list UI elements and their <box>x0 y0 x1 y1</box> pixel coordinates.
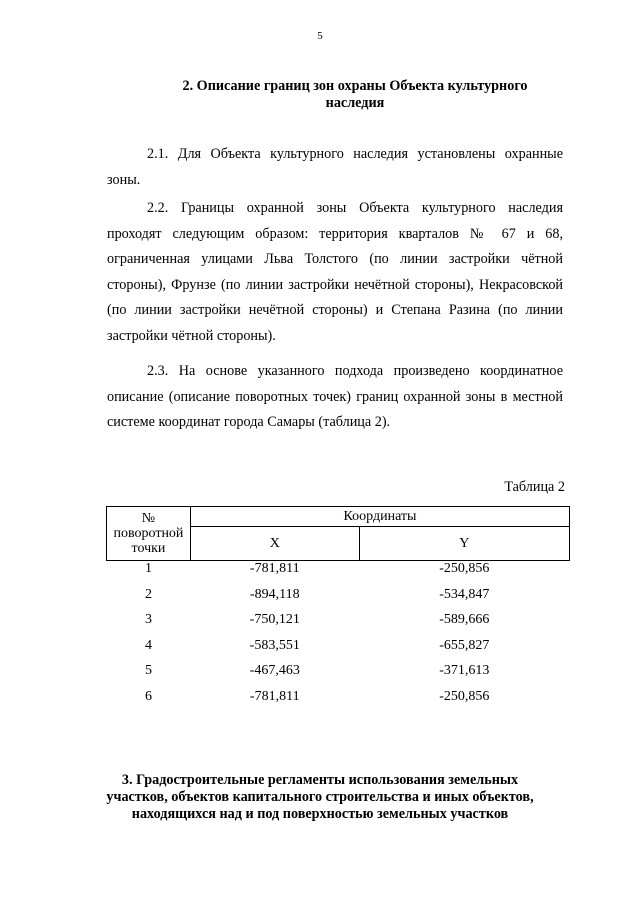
coordinate-y: -250,856 <box>439 561 490 576</box>
paragraph-2-2: 2.2. Границы охранной зоны Объекта культурного наследия проходят следующим образом: территория кварталов № 67 и 68, ограниченная улицами Льва Толстого (по линии застройки чётной стороны), Фрунзе (по линии застройки нечётной стороны), Некрасовской (по линии застройки нечётной стороны) и Степана Разина (по линии застройки чётной стороны). <box>107 200 563 344</box>
section-2-heading-line-2: наследия <box>325 95 385 111</box>
header-y: Y <box>359 527 569 561</box>
point-number: 3 <box>144 612 152 627</box>
point-number: 5 <box>144 663 152 678</box>
coordinate-x: -750,121 <box>249 612 300 627</box>
table-row <box>107 612 570 638</box>
point-number: 1 <box>144 561 152 576</box>
section-2-heading-line-1: 2. Описание границ зон охраны Объекта культурного <box>182 78 528 94</box>
point-number: 6 <box>144 688 152 704</box>
coordinate-x: -894,118 <box>249 586 300 602</box>
table-row <box>107 689 570 715</box>
coordinate-y: -589,666 <box>439 612 490 627</box>
table-row <box>107 561 570 587</box>
point-number: 2 <box>144 586 152 602</box>
page-number: 5 <box>317 30 323 42</box>
header-point-number-line-2: поворотной <box>113 526 184 541</box>
section-3-heading <box>70 772 570 823</box>
header-x: X <box>190 527 359 561</box>
header-point-number <box>107 507 191 561</box>
paragraph-2-3: 2.3. На основе указанного подхода произведено координатное описание (описание поворотных точек) границ охранной зоны в местной системе координат города Самары (таблица 2). <box>107 363 563 430</box>
coordinate-x: -781,811 <box>249 561 300 576</box>
table-caption: Таблица 2 <box>504 479 565 495</box>
section-3-heading-line-1: 3. Градостроительные регламенты использования земельных <box>121 772 519 788</box>
paragraph-2-1: 2.1. Для Объекта культурного наследия установлены охранные зоны. <box>107 146 563 188</box>
coordinate-y: -250,856 <box>439 688 490 704</box>
coordinate-x: -583,551 <box>249 637 300 653</box>
coordinate-x: -781,811 <box>249 688 300 704</box>
coordinate-y: -371,613 <box>439 663 490 678</box>
coordinate-y: -534,847 <box>439 586 490 602</box>
point-number: 4 <box>144 637 152 653</box>
coordinate-x: -467,463 <box>249 663 300 678</box>
section-3-heading-line-3: находящихся над и под поверхностью земельных участков <box>131 806 509 822</box>
table-row <box>107 663 570 689</box>
coordinate-y: -655,827 <box>439 637 490 653</box>
header-point-number-line-1: № <box>141 511 156 526</box>
table-row <box>107 638 570 664</box>
header-point-number-line-3: точки <box>131 541 166 556</box>
coordinates-table <box>106 506 570 714</box>
section-2-heading <box>140 78 570 112</box>
header-coordinates: Координаты <box>190 507 569 527</box>
section-3-heading-line-2: участков, объектов капитального строительства и иных объектов, <box>106 789 534 805</box>
table-row <box>107 587 570 613</box>
